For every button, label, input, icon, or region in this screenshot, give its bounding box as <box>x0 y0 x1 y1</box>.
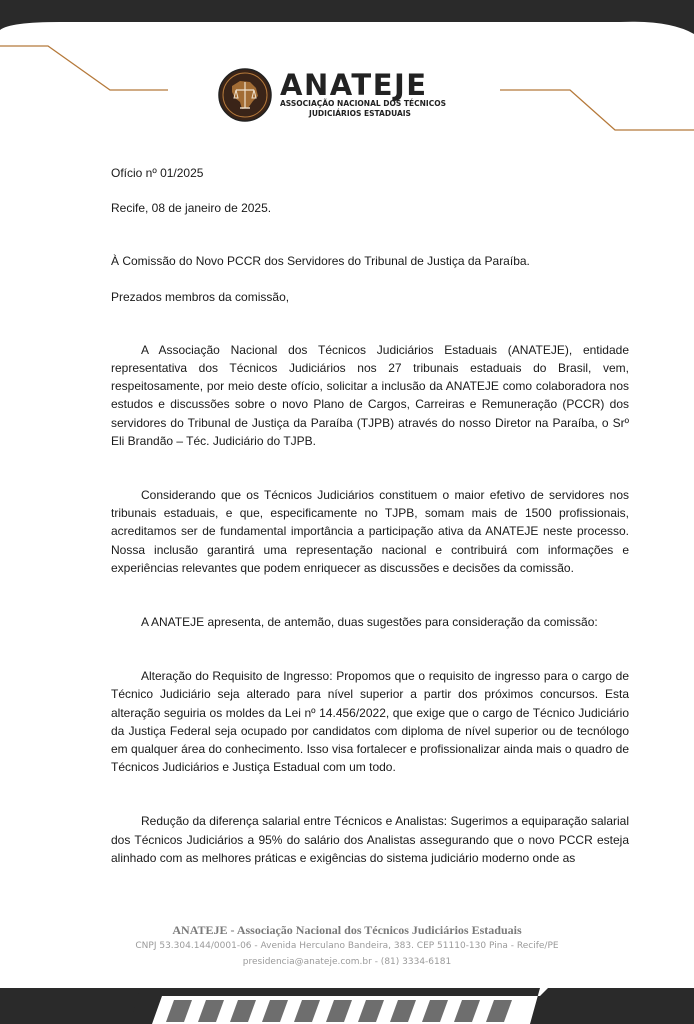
footer-band <box>0 988 694 1024</box>
logo-name: ANATEJE <box>280 68 428 102</box>
letterhead-footer <box>0 922 694 970</box>
letter-addressee: À Comissão do Novo PCCR dos Servidores do Tribunal de Justiça da Paraíba. <box>111 254 530 269</box>
logo-subtitle-line-2: JUDICIÁRIOS ESTADUAIS <box>309 109 411 118</box>
paragraph-2: Considerando que os Técnicos Judiciários constituem o maior efetivo de servidores nos tribunais estaduais, e que, especificamente no TJPB, somam mais de 1500 profissionais, acreditamos ser de fundamental importância a participação ativa da ANATEJE neste processo. Nossa inclusão garantirá uma representação nacional e contribuirá com informações e experiências relevantes que podem enriquecer as discussões e decisões da comissão. <box>111 488 629 575</box>
footer-contact: presidencia@anateje.com.br - (81) 3334-6181 <box>242 957 452 967</box>
letter-greeting: Prezados membros da comissão, <box>111 289 290 304</box>
logo-subtitle-line-1: ASSOCIAÇÃO NACIONAL DOS TÉCNICOS <box>280 99 446 108</box>
letter-place-date: Recife, 08 de janeiro de 2025. <box>111 201 272 216</box>
anateje-logo <box>218 68 458 124</box>
anateje-emblem-icon <box>218 68 272 122</box>
paragraph-3: A ANATEJE apresenta, de antemão, duas sugestões para consideração da comissão: <box>141 615 598 630</box>
footer-organization: ANATEJE - Associação Nacional dos Técnicos Judiciários Estaduais <box>172 923 522 937</box>
paragraph-1: A Associação Nacional dos Técnicos Judiciários Estaduais (ANATEJE), entidade representativa dos Técnicos Judiciários nos 27 tribunais estaduais do Brasil, vem, respeitosamente, por meio deste ofício, solicitar a inclusão da ANATEJE como colaboradora nos estudos e discussões sobre o novo Plano de Cargos, Carreiras e Remuneração (PCCR) dos servidores do Tribunal de Justiça da Paraíba (TJPB) através do nosso Diretor na Paraíba, o Srº Eli Brandão – Téc. Judiciário do TJPB. <box>111 342 629 448</box>
footer-address: CNPJ 53.304.144/0001-06 - Avenida Herculano Bandeira, 383. CEP 51110-130 Pina - Recife/PE <box>135 941 559 951</box>
logo-subtitle <box>280 99 446 119</box>
letter-reference: Ofício nº 01/2025 <box>111 166 204 180</box>
letter-body <box>111 164 629 867</box>
paragraph-5: Redução da diferença salarial entre Técnicos e Analistas: Sugerimos a equiparação salarial dos Técnicos Judiciários a 95% do salário dos Analistas assegurando que o novo PCCR esteja alinhado com as melhores práticas e exigências do sistema judiciário moderno onde as <box>111 814 629 865</box>
header-band <box>0 0 694 44</box>
paragraph-4: Alteração do Requisito de Ingresso: Propomos que o requisito de ingresso para o cargo de Técnico Judiciário seja alterado para nível superior a partir dos próximos concursos. Esta alteração seguiria os moldes da Lei nº 14.456/2022, que exige que o cargo de Técnico Judiciário da Justiça Federal seja ocupado por candidatos com diploma de nível superior ou de tecnólogo em qualquer área do conhecimento. Isso visa fortalecer e profissionalizar ainda mais o quadro de Técnicos Judiciários e Justiça Estadual com um todo. <box>111 669 629 775</box>
